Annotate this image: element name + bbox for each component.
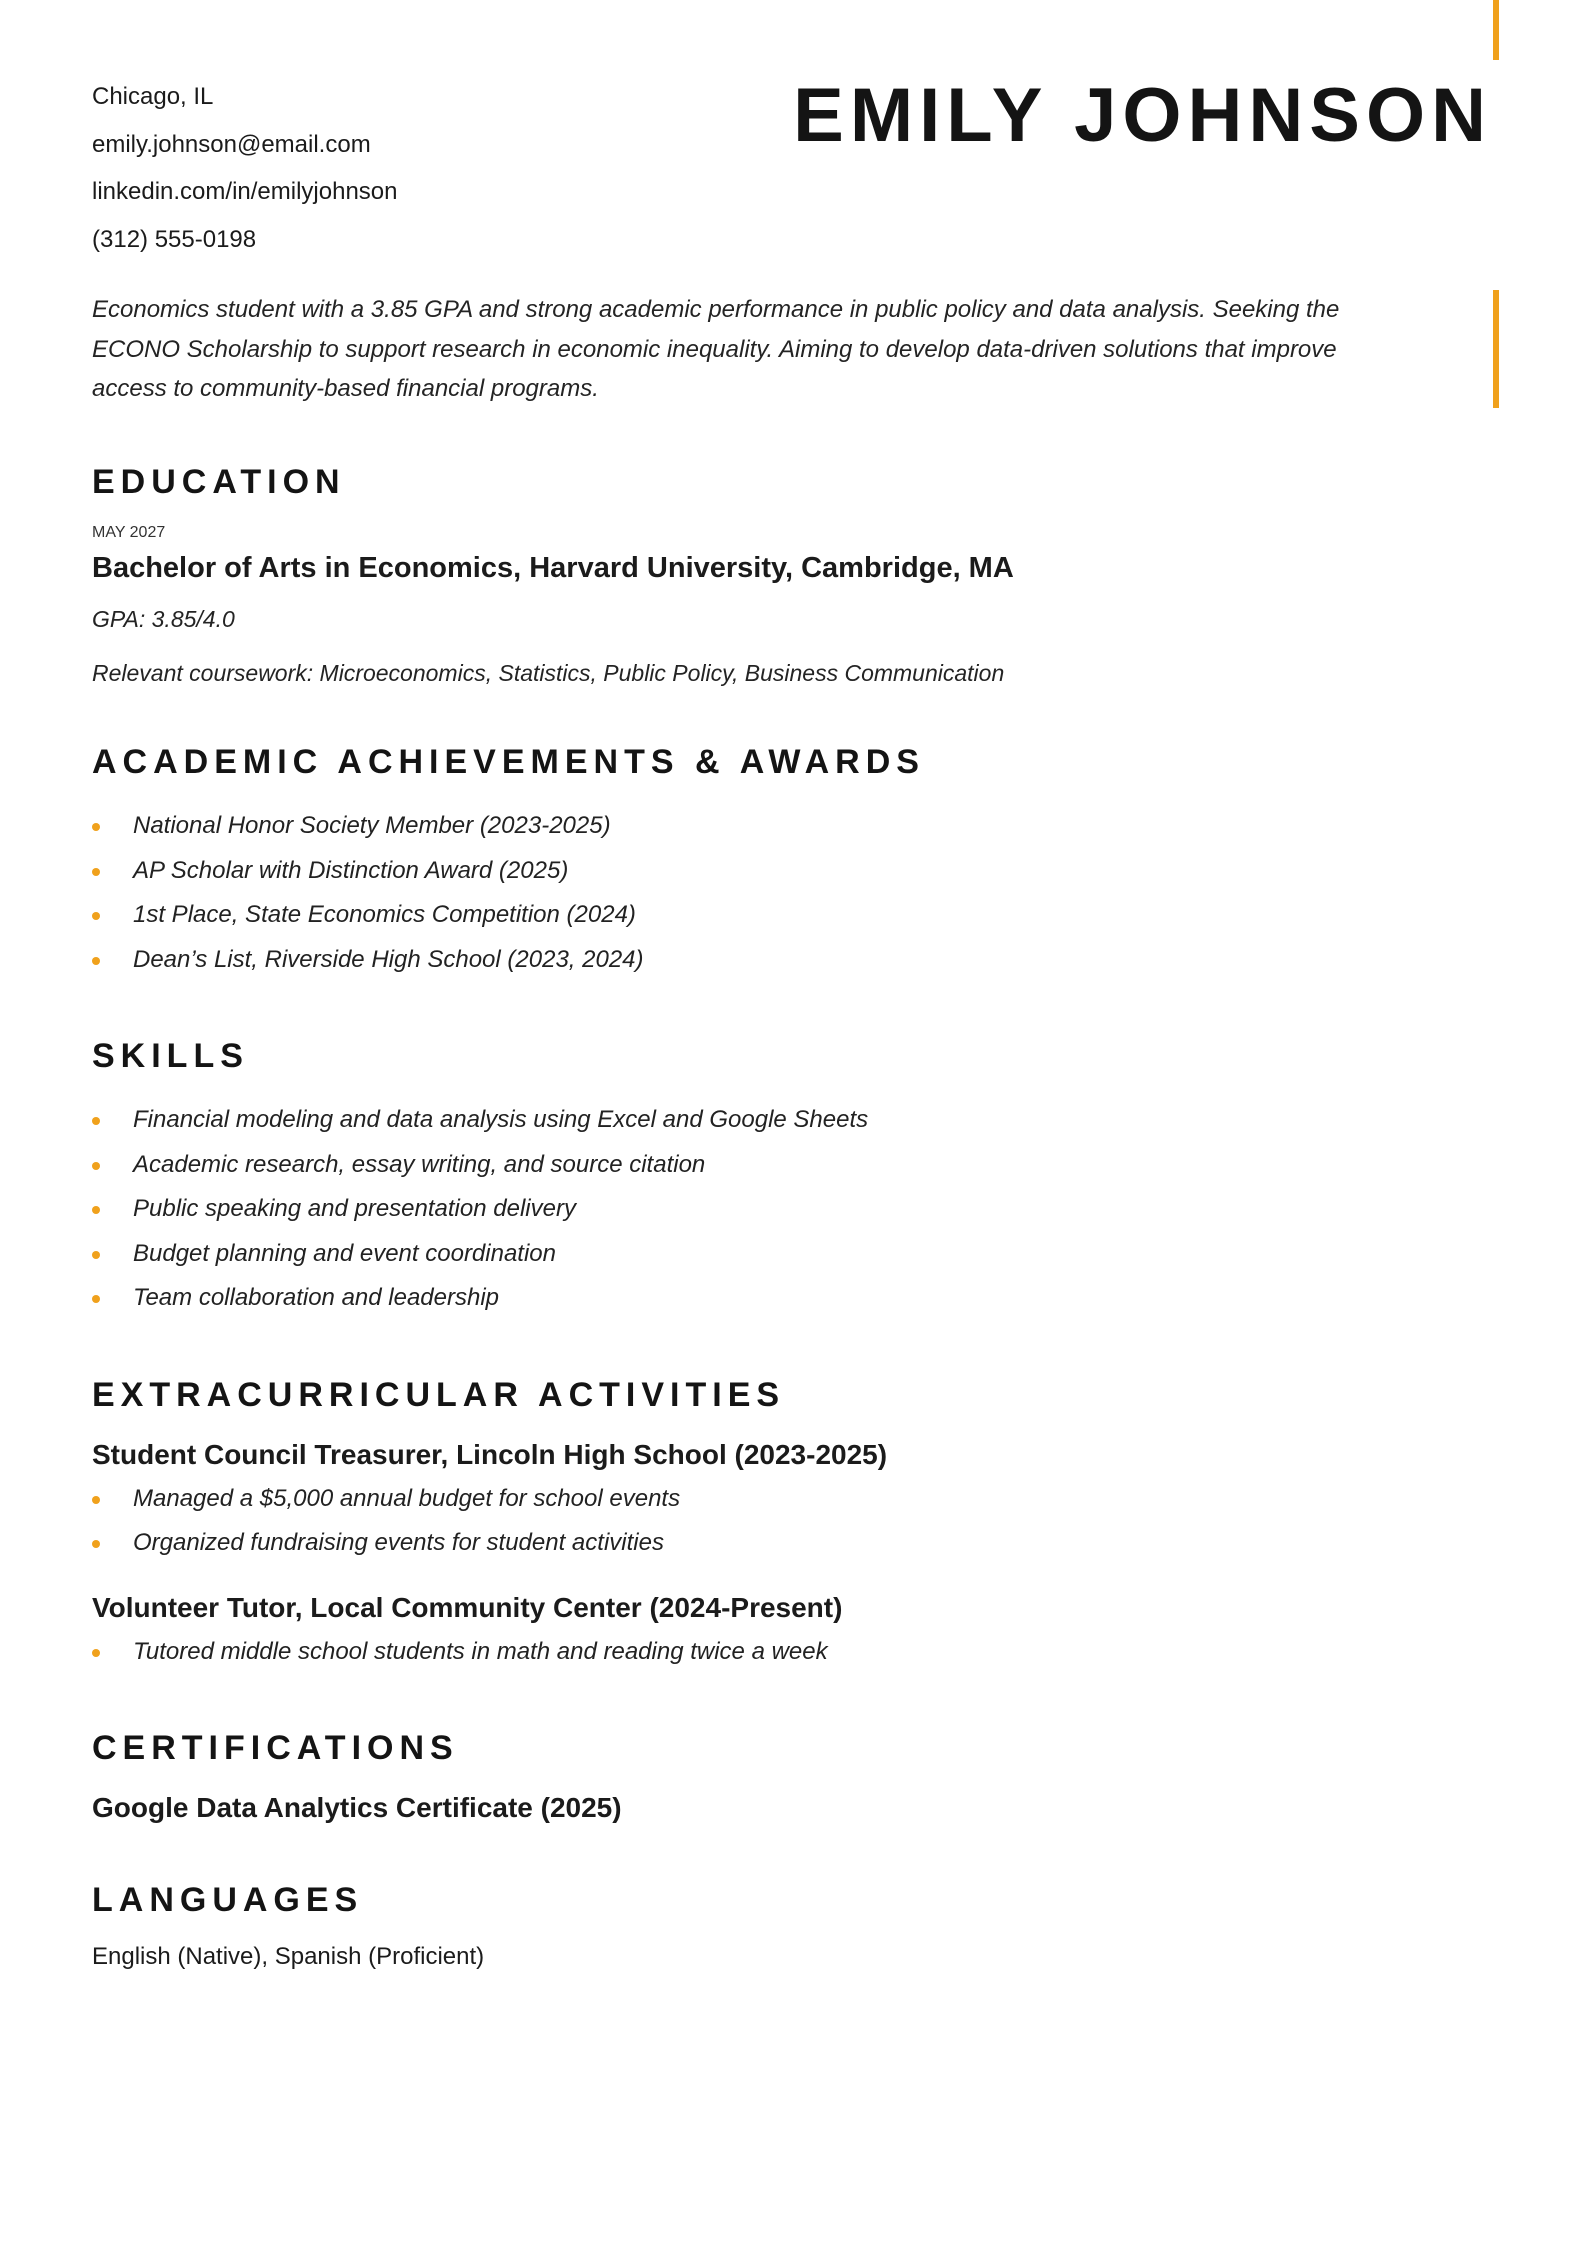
activity-bullet (92, 1521, 1492, 1566)
skill-text: Budget planning and event coordination (133, 1239, 556, 1267)
activity-title: Volunteer Tutor, Local Community Center (2024-Present) (92, 1591, 843, 1623)
achievement-text: National Honor Society Member (2023-2025) (133, 812, 611, 839)
summary: Economics student with a 3.85 GPA and strong academic performance in public policy and data analysis. Seeking the ECONO Scholarship to support research in economic inequality. Aiming to develop data-driven solutions that improve access to community-based financial programs. (92, 296, 1340, 402)
contact-email: emily.johnson@email.com (92, 130, 371, 158)
bullet-dot (92, 1649, 100, 1657)
extracurricular-heading: EXTRACURRICULAR ACTIVITIES (92, 1375, 786, 1414)
bullet-dot (92, 1496, 100, 1504)
contact-location: Chicago, IL (92, 83, 214, 110)
education-coursework: Relevant coursework: Microeconomics, Statistics, Public Policy, Business Communication (92, 660, 1005, 686)
education-gpa: GPA: 3.85/4.0 (92, 606, 235, 632)
skill-text: Team collaboration and leadership (133, 1284, 500, 1311)
achievement-text: Dean’s List, Riverside High School (2023, 2024) (133, 945, 644, 973)
languages-heading: LANGUAGES (92, 1881, 364, 1919)
certification-item: Google Data Analytics Certificate (2025) (92, 1792, 622, 1823)
skills-list (92, 1098, 1492, 1321)
skill-text: Financial modeling and data analysis using Excel and Google Sheets (133, 1106, 869, 1133)
achievement-text: AP Scholar with Distinction Award (2025) (133, 856, 569, 884)
skill-text: Academic research, essay writing, and source citation (133, 1150, 706, 1178)
activity-title: Student Council Treasurer, Lincoln High School (2023-2025) (92, 1438, 888, 1470)
activity-bullet (92, 1630, 1492, 1675)
contact-linkedin: linkedin.com/in/emilyjohnson (92, 178, 398, 205)
skill-text: Public speaking and presentation delivery (133, 1195, 576, 1222)
education-section (92, 460, 1492, 688)
activity-entry (92, 1437, 1492, 1566)
education-heading: EDUCATION (92, 463, 346, 501)
certifications-section (92, 1726, 1492, 1826)
skills-heading: SKILLS (92, 1037, 249, 1075)
accent-bar-summary (1493, 290, 1499, 408)
skills-section (92, 1034, 1492, 1321)
achievement-text: 1st Place, State Economics Competition (2024) (133, 901, 636, 928)
activity-bullets (92, 1477, 1492, 1566)
activity-entry (92, 1590, 1492, 1675)
activity-bullets (92, 1630, 1492, 1675)
bullet-dot (92, 1162, 100, 1170)
languages-text: English (Native), Spanish (Proficient) (92, 1943, 485, 1970)
skill-item (92, 1098, 1492, 1143)
activity-bullet-text: Tutored middle school students in math and reading twice a week (133, 1637, 828, 1665)
bullet-dot (92, 1540, 100, 1548)
skill-item (92, 1276, 1492, 1321)
candidate-name: EMILY JOHNSON (793, 73, 1492, 158)
achievements-section (92, 740, 1492, 982)
bullet-dot (92, 1117, 100, 1125)
education-degree: Bachelor of Arts in Economics, Harvard University, Cambridge, MA (92, 552, 1014, 584)
activity-bullet-text: Managed a $5,000 annual budget for school events (133, 1484, 681, 1512)
achievements-list (92, 804, 1492, 982)
activity-bullet-text: Organized fundraising events for student activities (133, 1529, 664, 1556)
skill-item (92, 1187, 1492, 1232)
activity-bullet (92, 1477, 1492, 1522)
skill-item (92, 1232, 1492, 1277)
education-date: MAY 2027 (92, 524, 166, 541)
bullet-dot (92, 823, 100, 831)
bullet-dot (92, 957, 100, 965)
resume-body (92, 460, 1492, 2024)
skill-item (92, 1143, 1492, 1188)
languages-section (92, 1878, 1492, 1972)
certifications-heading: CERTIFICATIONS (92, 1729, 459, 1767)
bullet-dot (92, 912, 100, 920)
achievement-item (92, 804, 1492, 849)
contact-phone: (312) 555-0198 (92, 225, 257, 253)
achievement-item (92, 893, 1492, 938)
achievements-heading: ACADEMIC ACHIEVEMENTS & AWARDS (92, 743, 925, 781)
bullet-dot (92, 1295, 100, 1303)
bullet-dot (92, 1251, 100, 1259)
accent-bar-top (1493, 0, 1499, 60)
achievement-item (92, 849, 1492, 894)
bullet-dot (92, 1206, 100, 1214)
contact-info (92, 82, 397, 272)
bullet-dot (92, 868, 100, 876)
achievement-item (92, 938, 1492, 983)
extracurricular-section (92, 1373, 1492, 1675)
